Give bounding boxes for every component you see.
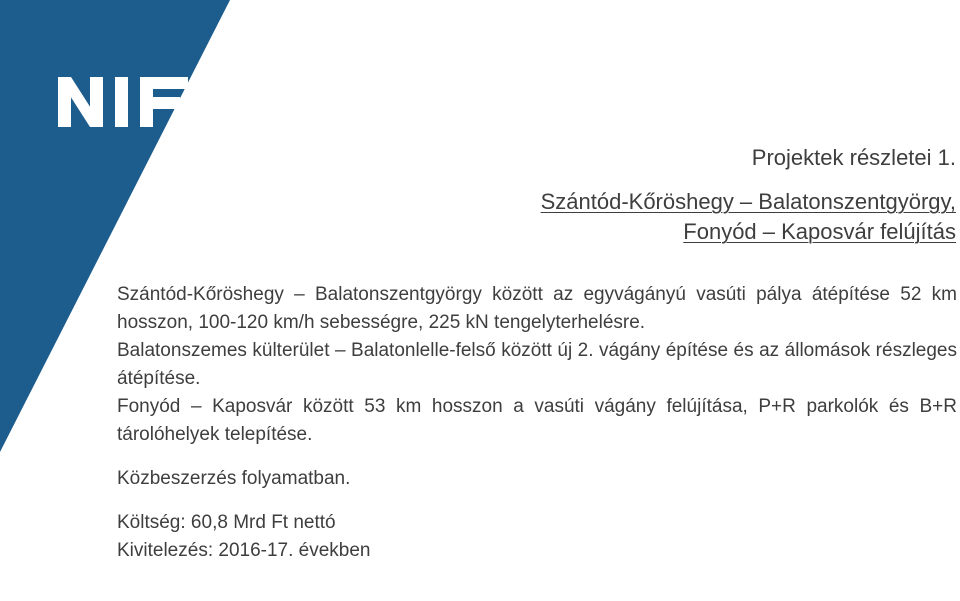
schedule-line: Kivitelezés: 2016-17. években (117, 540, 371, 561)
company-name-line2: INFRASTRUKTÚRA (207, 94, 349, 111)
slide-title: Projektek részletei 1. (751, 145, 956, 170)
company-name-line1: NEMZETI (207, 75, 275, 92)
paragraph-balatonszemes: Balatonszemes külterület – Balatonlelle-felső között új 2. vágány építése és az állomások részleges átépítése. (117, 340, 957, 389)
company-name (207, 74, 349, 131)
company-name-line3: FEJLESZTŐ ZRT. (207, 113, 333, 130)
procurement-status: Közbeszerzés folyamatban. (117, 468, 351, 489)
slide-header (541, 143, 956, 247)
slide-body (117, 281, 957, 565)
project-title-line2: Fonyód – Kaposvár felújítás (683, 219, 956, 244)
cost-line: Költség: 60,8 Mrd Ft nettó (117, 512, 336, 533)
paragraph-szantod: Szántód-Kőröshegy – Balatonszentgyörgy között az egyvágányú vasúti pálya átépítése 52 km hosszon, 100-120 km/h sebességre, 225 kN tengelyterhelésre. (117, 284, 957, 333)
project-title-line1: Szántód-Kőröshegy – Balatonszentgyörgy, (540, 189, 956, 214)
paragraph-fonyod: Fonyód – Kaposvár között 53 km hosszon a vasúti vágány felújítása, P+R parkolók és B+R tárolóhelyek telepítése. (117, 396, 957, 445)
